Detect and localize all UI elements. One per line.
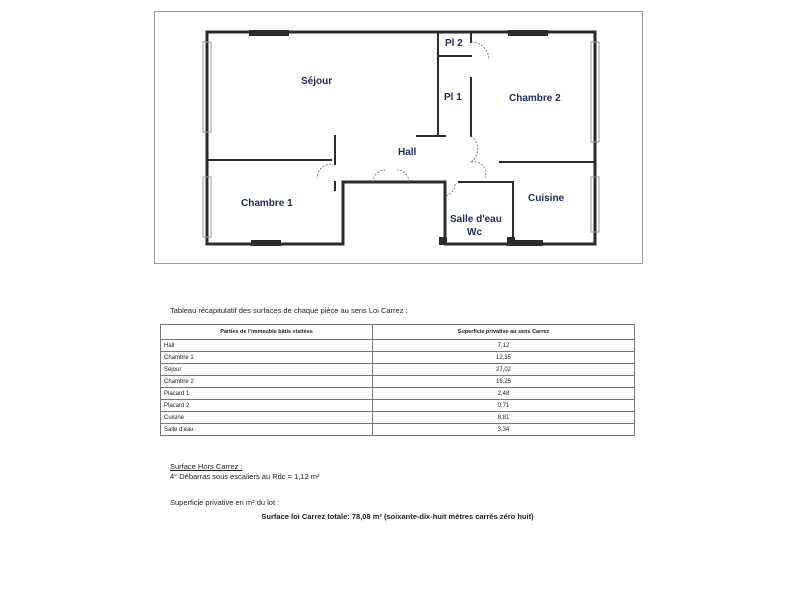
total-surface: Surface loi Carrez totale: 78,08 m² (soixante-dix-huit mètres carrés zéro huit) — [261, 512, 534, 521]
row-surface: 3,34 — [373, 424, 635, 436]
row-part: Placard 1 — [161, 388, 373, 400]
room-label-wc: Wc — [467, 227, 482, 238]
room-label-placard-1: Pl 1 — [444, 92, 462, 103]
row-surface: 7,12 — [373, 340, 635, 352]
table-row — [161, 412, 635, 424]
room-label-hall: Hall — [398, 147, 417, 158]
table-row — [161, 340, 635, 352]
row-surface: 8,81 — [373, 412, 635, 424]
table-intro: Tableau récapitulatif des surfaces de chaque pièce au sens Loi Carrez : — [170, 306, 408, 315]
room-label-cuisine: Cuisine — [528, 193, 565, 204]
row-surface: 2,48 — [373, 388, 635, 400]
room-label-sejour: Séjour — [301, 76, 333, 87]
row-part: Séjour — [161, 364, 373, 376]
table-row — [161, 424, 635, 436]
room-label-placard-2: Pl 2 — [445, 38, 463, 49]
floor-plan-drawing — [155, 12, 644, 265]
row-part: Placard 2 — [161, 400, 373, 412]
hors-carrez-title: Surface Hors Carrez : — [170, 462, 243, 471]
row-surface: 16,25 — [373, 376, 635, 388]
hors-carrez-line: 4° Débarras sous escaliers au Rdc = 1,12 m² — [170, 472, 320, 481]
row-part: Cuisine — [161, 412, 373, 424]
row-surface: 27,02 — [373, 364, 635, 376]
room-label-chambre-2: Chambre 2 — [509, 93, 561, 104]
column-header-part: Parties de l’immeuble bâtis visitées — [161, 325, 373, 340]
floor-plan — [154, 11, 643, 264]
row-surface: 12,35 — [373, 352, 635, 364]
table-row — [161, 352, 635, 364]
row-part: Salle d'eau — [161, 424, 373, 436]
surfaces-table — [160, 324, 635, 436]
table-row — [161, 376, 635, 388]
row-surface: 0,71 — [373, 400, 635, 412]
table-row — [161, 388, 635, 400]
row-part: Chambre 2 — [161, 376, 373, 388]
row-part: Chambre 1 — [161, 352, 373, 364]
row-part: Hall — [161, 340, 373, 352]
privative-label: Superficie privative en m² du lot : — [170, 498, 280, 507]
column-header-surface: Superficie privative au sens Carrez — [373, 325, 635, 340]
table-row — [161, 364, 635, 376]
room-label-salle-deau: Salle d'eau — [450, 214, 502, 225]
room-label-chambre-1: Chambre 1 — [241, 198, 293, 209]
table-header-row — [161, 325, 635, 340]
table-row — [161, 400, 635, 412]
